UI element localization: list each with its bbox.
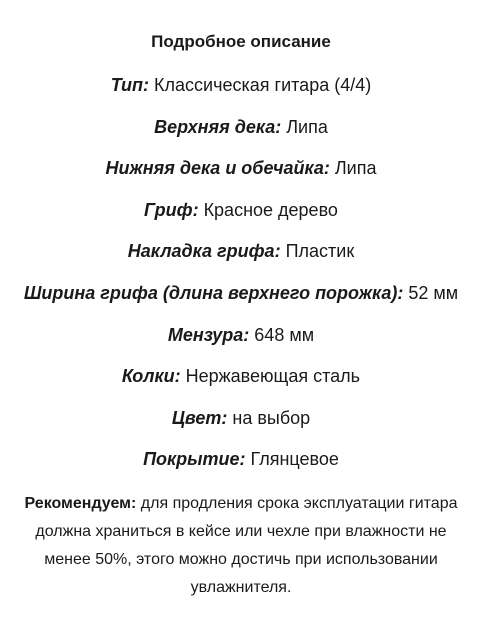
spec-row-tuners: [0, 365, 482, 387]
recommendation-paragraph: [21, 490, 461, 602]
spec-row-scale: [0, 324, 482, 346]
spec-row-neck: [0, 199, 482, 221]
spec-value: Нержавеющая сталь: [180, 366, 361, 387]
recommendation-text: для продления срока эксплуатации гитара должна храниться в кейсе или чехле при влажности не менее 50%, этого можно достичь при использовании увлажнителя.: [35, 494, 458, 596]
spec-row-finish: [0, 448, 482, 470]
spec-value: Липа: [329, 158, 377, 179]
spec-row-type: [0, 74, 482, 96]
spec-value: 648 мм: [249, 324, 315, 345]
spec-label: Покрытие:: [143, 449, 246, 470]
section-title: Подробное описание: [151, 32, 331, 51]
spec-value: на выбор: [227, 407, 311, 428]
spec-label: Верхняя дека:: [154, 116, 282, 137]
spec-label: Колки:: [121, 366, 181, 387]
spec-value: Красное дерево: [198, 199, 338, 220]
spec-label: Гриф:: [144, 199, 199, 220]
spec-label: Цвет:: [171, 407, 228, 428]
spec-value: 52 мм: [403, 282, 459, 303]
recommendation-label: Рекомендуем:: [24, 494, 137, 512]
spec-list: [0, 74, 482, 470]
spec-value: Глянцевое: [245, 449, 339, 470]
spec-label: Нижняя дека и обечайка:: [105, 158, 330, 179]
spec-label: Тип:: [110, 75, 150, 95]
spec-value: Липа: [281, 116, 328, 137]
spec-value: Классическая гитара (4/4): [149, 75, 372, 95]
spec-row-nut-width: [0, 282, 482, 304]
spec-label: Накладка грифа:: [127, 241, 281, 262]
spec-row-color: [0, 407, 482, 429]
spec-label: Ширина грифа (длина верхнего порожка):: [23, 282, 404, 303]
spec-row-fingerboard: [0, 240, 482, 262]
spec-row-back-sides: [0, 157, 482, 179]
spec-label: Мензура:: [167, 324, 250, 345]
spec-row-top: [0, 116, 482, 138]
spec-value: Пластик: [280, 241, 355, 262]
